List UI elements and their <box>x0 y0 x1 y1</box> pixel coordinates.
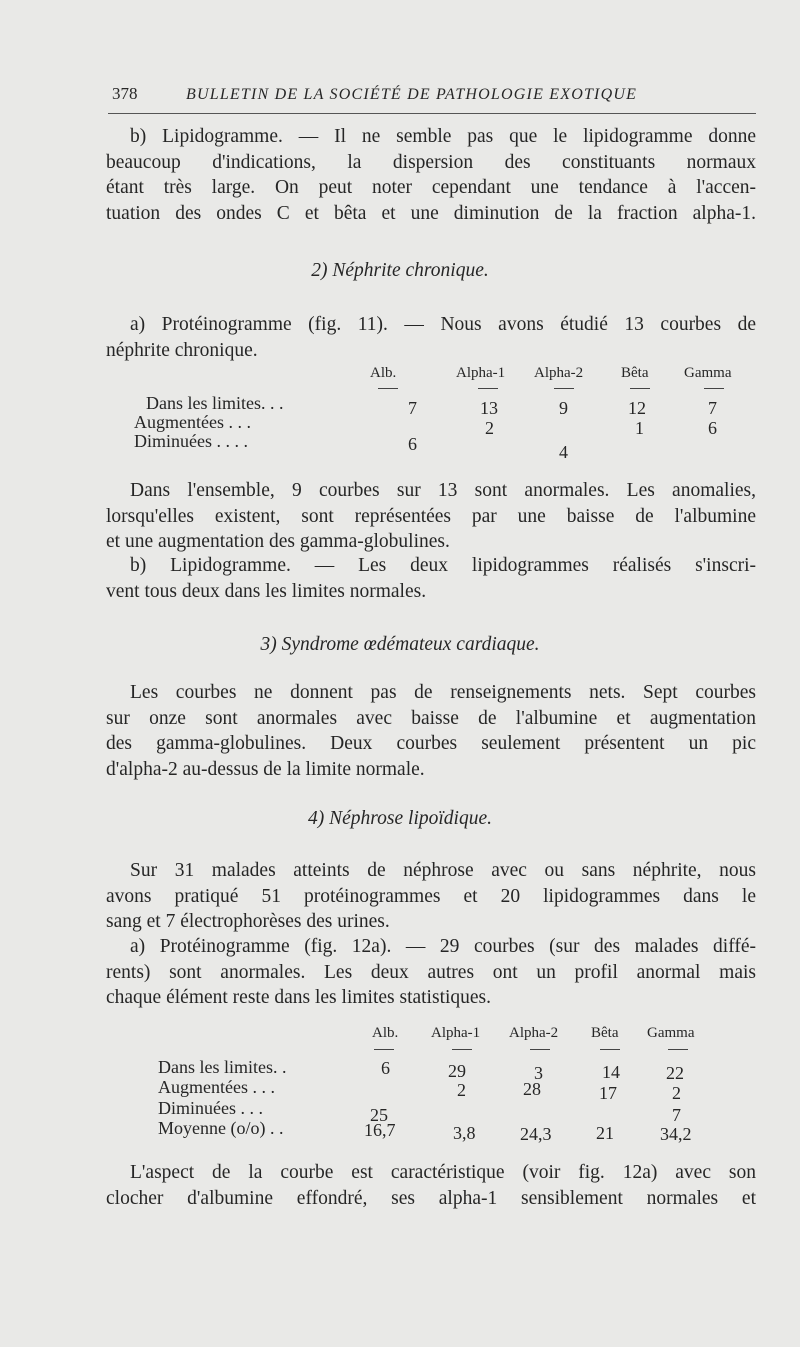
column-dash <box>668 1049 688 1050</box>
paragraph-aspect <box>106 1160 756 1211</box>
text-line: L'aspect de la courbe est caractéristique (voir fig. 12a) avec son <box>130 1162 756 1183</box>
column-dash <box>630 388 650 389</box>
table-nephrose-lipoidique <box>0 1020 800 1150</box>
section-heading-nephrose <box>0 808 800 830</box>
paragraph-lipidogramme-2 <box>106 553 756 604</box>
column-header: Alb. <box>372 1025 399 1041</box>
paragraph-malades <box>106 858 756 935</box>
text-line: lorsqu'elles existent, sont représentées par une baisse de l'albumine <box>106 505 756 527</box>
table-cell: 22 <box>666 1063 684 1083</box>
table-cell: 34,2 <box>660 1124 692 1144</box>
paragraph-courbes <box>106 680 756 782</box>
text-line: et une augmentation des gamma-globulines. <box>106 531 450 552</box>
table-cell: 16,7 <box>364 1120 396 1140</box>
table-cell: 13 <box>480 398 498 418</box>
heading-text: 3) Syndrome œdémateux cardiaque. <box>260 634 540 655</box>
table-cell: 3 <box>534 1063 543 1083</box>
section-heading-syndrome <box>0 634 800 656</box>
row-label: Augmentées . . . <box>158 1077 275 1097</box>
table-cell: 24,3 <box>520 1124 552 1144</box>
table-cell: 6 <box>408 434 417 454</box>
column-dash <box>378 388 398 389</box>
text-line: des gamma-globulines. Deux courbes seulement présentent un pic <box>106 733 756 754</box>
text-line: a) Protéinogramme (fig. 12a). — 29 courbes (sur des malades diffé- <box>130 936 756 957</box>
table-cell: 7 <box>672 1105 681 1125</box>
text-line: sur onze sont anormales avec baisse de l'albumine et augmentation <box>106 707 756 729</box>
column-header: Alpha-1 <box>431 1025 481 1041</box>
table-cell: 14 <box>602 1062 620 1082</box>
text-line: b) Lipidogramme. — Les deux lipidogrammes réalisés s'inscri- <box>130 555 756 576</box>
table-cell: 2 <box>457 1080 466 1100</box>
row-label: Moyenne (o/o) . . <box>158 1118 284 1138</box>
text-line: d'alpha-2 au-dessus de la limite normale. <box>106 758 425 780</box>
column-header: Alpha-1 <box>456 365 506 381</box>
column-header: Alb. <box>370 365 397 381</box>
table-cell: 12 <box>628 398 646 418</box>
text-line: b) Lipidogramme. — Il ne semble pas que le lipidogramme donne <box>130 126 756 147</box>
table-cell: 17 <box>599 1083 617 1103</box>
heading-text: 2) Néphrite chronique. <box>311 260 489 281</box>
text-line: tuation des ondes C et bêta et une diminution de la fraction alpha-1. <box>106 202 756 224</box>
text-line: chaque élément reste dans les limites statistiques. <box>106 987 492 1008</box>
table-cell: 29 <box>448 1061 466 1081</box>
text-line: a) Protéinogramme (fig. 11). — Nous avons étudié 13 courbes de <box>130 314 756 335</box>
table-cell: 21 <box>596 1123 614 1143</box>
text-line: néphrite chronique. <box>106 339 258 361</box>
row-label: Augmentées . . . <box>134 412 251 432</box>
running-title: BULLETIN DE LA SOCIÉTÉ DE PATHOLOGIE EXOTIQUE <box>186 86 638 103</box>
column-dash <box>478 388 498 389</box>
text-line: rents) sont anormales. Les deux autres ont un profil anormal mais <box>106 961 756 983</box>
text-line: Dans l'ensemble, 9 courbes sur 13 sont anormales. Les anomalies, <box>130 480 756 501</box>
column-header: Gamma <box>684 365 732 381</box>
column-dash <box>530 1049 550 1050</box>
text-line: Les courbes ne donnent pas de renseignements nets. Sept courbes <box>130 682 756 703</box>
text-line: Sur 31 malades atteints de néphrose avec ou sans néphrite, nous <box>130 860 756 881</box>
table-cell: 7 <box>408 398 417 418</box>
page-number: 378 <box>112 84 138 103</box>
table-cell: 2 <box>485 418 494 438</box>
column-header: Alpha-2 <box>509 1025 559 1041</box>
text-line: vent tous deux dans les limites normales. <box>106 580 427 602</box>
table-cell: 25 <box>370 1105 388 1125</box>
text-line: sang et 7 électrophorèses des urines. <box>106 911 390 932</box>
header-rule <box>108 113 756 114</box>
table-cell: 6 <box>708 418 717 438</box>
table-cell: 9 <box>559 398 568 418</box>
column-dash <box>452 1049 472 1050</box>
row-label: Dans les limites. . <box>158 1057 287 1077</box>
table-cell: 3,8 <box>453 1123 476 1143</box>
row-label: Diminuées . . . <box>158 1098 263 1118</box>
section-heading-nephrite <box>0 260 800 282</box>
column-header: Bêta <box>591 1025 619 1041</box>
text-line: clocher d'albumine effondré, ses alpha-1 sensiblement normales et <box>106 1187 756 1209</box>
table-cell: 7 <box>708 398 717 418</box>
row-label: Diminuées . . . . <box>134 431 248 451</box>
column-dash <box>704 388 724 389</box>
column-header: Alpha-2 <box>534 365 584 381</box>
table-nephrite-chronique <box>0 360 800 470</box>
text-line: étant très large. On peut noter cependant une tendance à l'accen- <box>106 177 756 198</box>
heading-text: 4) Néphrose lipoïdique. <box>308 808 492 829</box>
column-dash <box>374 1049 394 1050</box>
paragraph-ensemble <box>106 478 756 555</box>
column-header: Bêta <box>621 365 649 381</box>
table-cell: 6 <box>381 1058 390 1078</box>
column-dash <box>554 388 574 389</box>
row-label: Dans les limites. . . <box>146 393 284 413</box>
column-header: Gamma <box>647 1025 695 1041</box>
table-cell: 28 <box>523 1079 541 1099</box>
text-line: beaucoup d'indications, la dispersion des constituants normaux <box>106 151 756 173</box>
paragraph-proteinogramme-2 <box>106 934 756 1011</box>
table-cell: 1 <box>635 418 644 438</box>
text-line: avons pratiqué 51 protéinogrammes et 20 lipidogrammes dans le <box>106 885 756 907</box>
table-cell: 4 <box>559 442 568 462</box>
paragraph-lipidogramme-1 <box>106 124 756 226</box>
table-cell: 2 <box>672 1083 681 1103</box>
paragraph-proteinogramme-1 <box>106 312 756 363</box>
column-dash <box>600 1049 620 1050</box>
